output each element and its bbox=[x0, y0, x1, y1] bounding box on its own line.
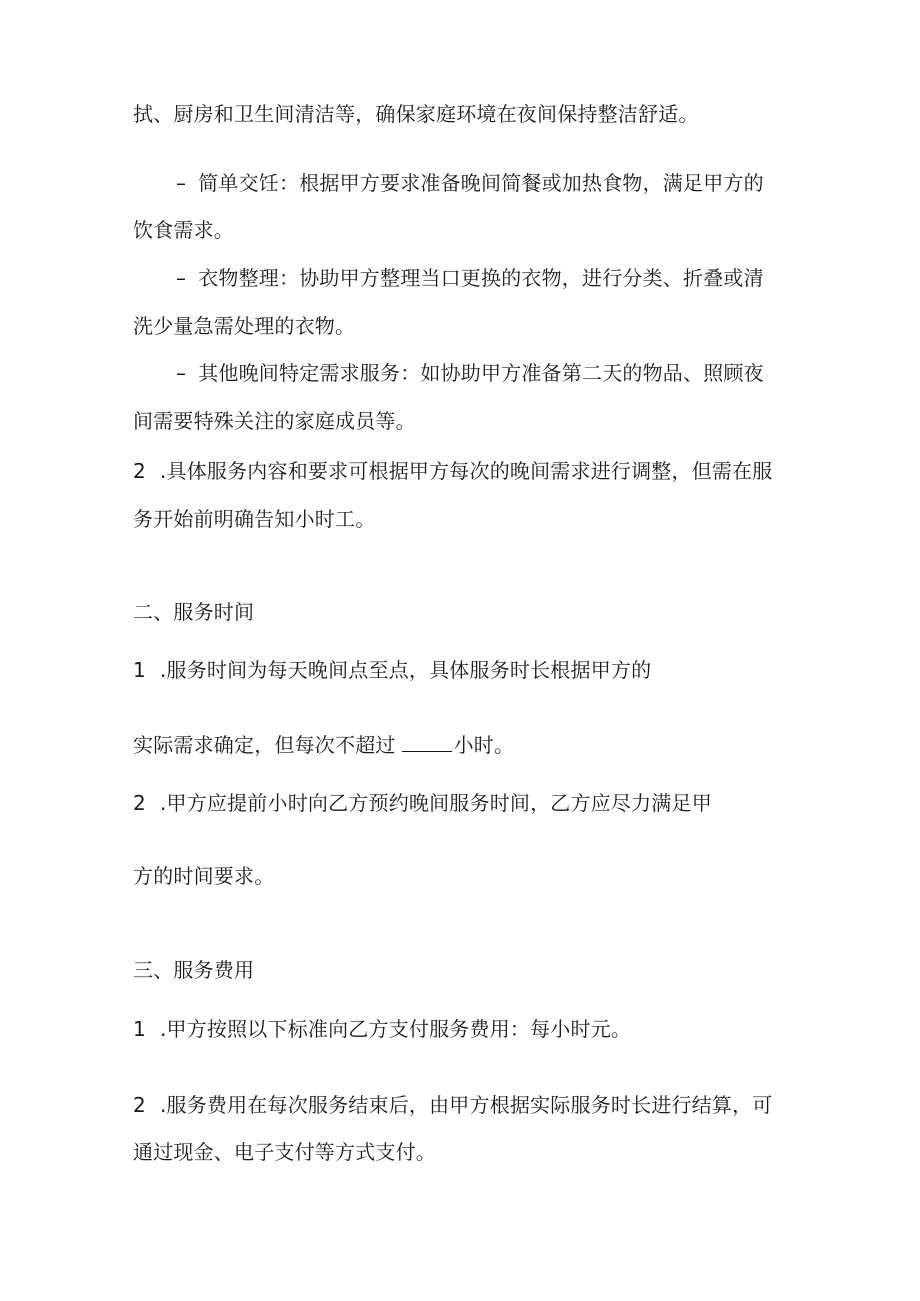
clause-number: 2 bbox=[133, 459, 146, 483]
clause-text: .服务费用在每次服务结束后，由甲方根据实际服务时长进行结算，可 bbox=[159, 1093, 773, 1117]
clause-text: .服务时间为每天晚间点至点，具体服务时长根据甲方的 bbox=[159, 658, 652, 682]
clause-time-2 bbox=[133, 791, 712, 815]
clause-number: 2 bbox=[133, 1093, 146, 1117]
clause-continuation: 务开始前明确告知小时工。 bbox=[133, 507, 376, 531]
dash-marker: – bbox=[176, 266, 187, 290]
clause-text: .甲方按照以下标准向乙方支付服务费用：每小时元。 bbox=[159, 1017, 632, 1041]
clause-fee-2 bbox=[133, 1093, 773, 1117]
list-item-text: 衣物整理：协助甲方整理当口更换的衣物，进行分类、折叠或清 bbox=[198, 266, 764, 290]
clause-number: 1 bbox=[133, 1017, 146, 1041]
clause-text: 小时。 bbox=[453, 733, 515, 757]
list-item-clothes bbox=[176, 266, 764, 290]
clause-fee-2-continuation: 通过现金、电子支付等方式支付。 bbox=[133, 1140, 436, 1164]
clause-fee-1 bbox=[133, 1017, 631, 1041]
paragraph-line: 拭、厨房和卫生间清洁等，确保家庭环境在夜间保持整洁舒适。 bbox=[133, 102, 699, 126]
clause-time-1 bbox=[133, 658, 651, 682]
list-item-text: 其他晚间特定需求服务：如协助甲方准备第二天的物品、照顾夜 bbox=[198, 361, 764, 385]
clause-text: 实际需求确定，但每次不超过 bbox=[133, 733, 396, 757]
list-item-continuation: 洗少量急需处理的衣物。 bbox=[133, 314, 356, 338]
fill-in-blank[interactable] bbox=[402, 733, 452, 752]
section-heading-fee: 三、服务费用 bbox=[133, 958, 255, 982]
dash-marker: – bbox=[176, 361, 187, 385]
clause-adjust bbox=[133, 459, 773, 483]
list-item-continuation: 饮食需求。 bbox=[133, 218, 234, 242]
list-item-other bbox=[176, 361, 764, 385]
clause-time-1-continuation bbox=[133, 733, 514, 757]
clause-number: 2 bbox=[133, 791, 146, 815]
list-item-text: 简单交饪：根据甲方要求准备晚间简餐或加热食物，满足甲方的 bbox=[198, 171, 764, 195]
list-item-continuation: 间需要特殊关注的家庭成员等。 bbox=[133, 409, 416, 433]
clause-time-2-continuation: 方的时间要求。 bbox=[133, 864, 275, 888]
section-heading-time: 二、服务时间 bbox=[133, 600, 255, 624]
clause-number: 1 bbox=[133, 658, 146, 682]
clause-text: .甲方应提前小时向乙方预约晚间服务时间，乙方应尽力满足甲 bbox=[159, 791, 712, 815]
dash-marker: – bbox=[176, 171, 187, 195]
clause-text: .具体服务内容和要求可根据甲方每次的晚间需求进行调整，但需在服 bbox=[159, 459, 773, 483]
list-item-cooking bbox=[176, 171, 764, 195]
